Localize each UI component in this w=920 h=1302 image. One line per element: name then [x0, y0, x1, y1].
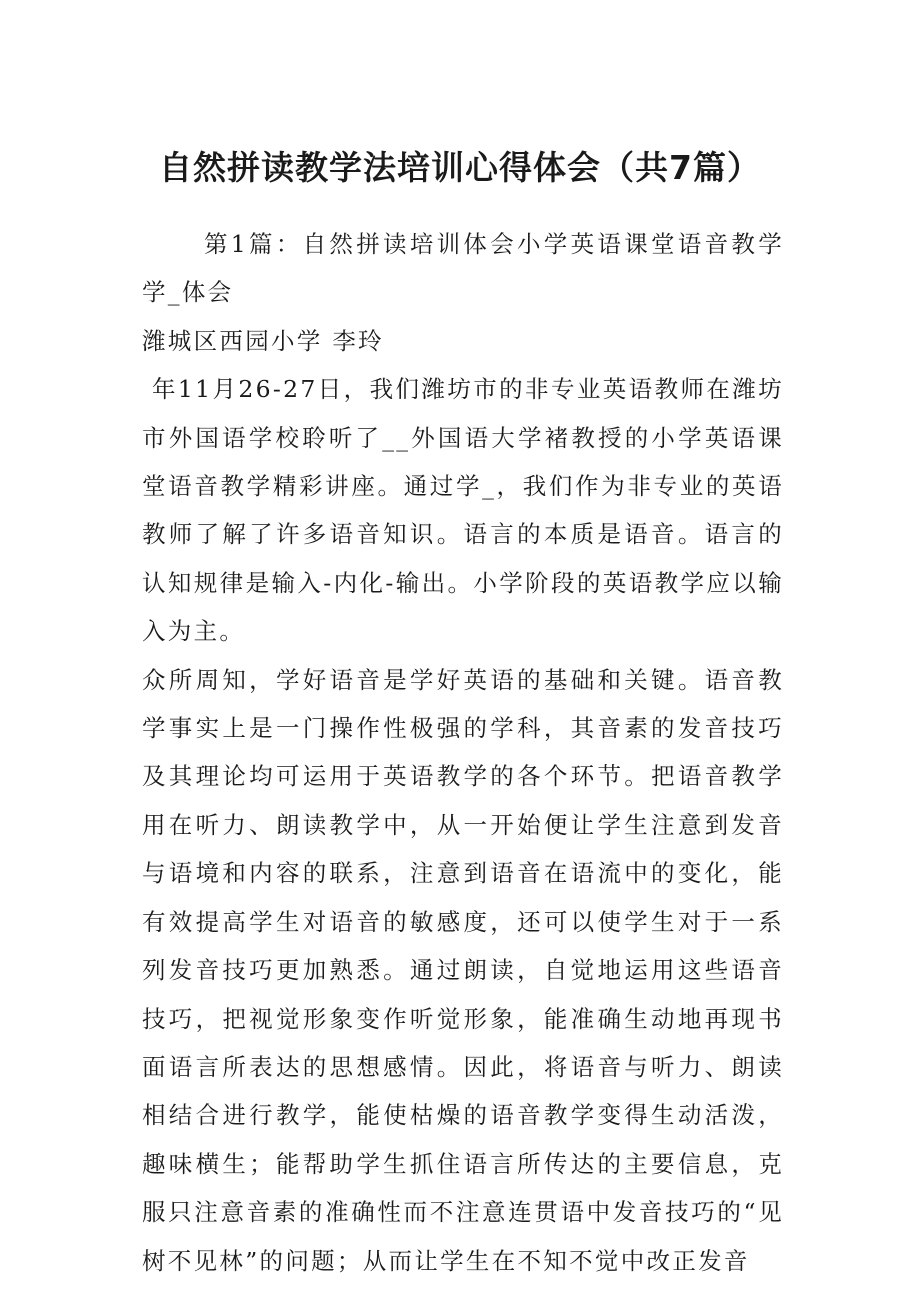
document-body: [142, 220, 784, 1285]
document-title: 自然拼读教学法培训心得体会（共7篇）: [159, 148, 761, 187]
body-paragraph-intro: 年11月26-27日，我们潍坊市的非专业英语教师在潍坊市外国语学校聆听了__外国语大学褚教授的小学英语课堂语音教学精彩讲座。通过学_，我们作为非专业的英语教师了解了许多语音知识。语言的本质是语音。语言的认知规律是输入-内化-输出。小学阶段的英语教学应以输入为主。: [142, 375, 784, 646]
body-paragraph-main: 众所周知，学好语音是学好英语的基础和关键。语音教学事实上是一门操作性极强的学科，其音素的发音技巧及其理论均可运用于英语教学的各个环节。把语音教学用在听力、朗读教学中，从一开始便让学生注意到发音与语境和内容的联系，注意到语音在语流中的变化，能有效提高学生对语音的敏感度，还可以使学生对于一系列发音技巧更加熟悉。通过朗读，自觉地运用这些语音技巧，把视觉形象变作听觉形象，能准确生动地再现书面语言所表达的思想感情。因此，将语音与听力、朗读相结合进行教学，能使枯燥的语音教学变得生动活泼，趣味横生；能帮助学生抓住语言所传达的主要信息，克服只注意音素的准确性而不注意连贯语中发音技巧的“见树不见林”的问题；从而让学生在不知不觉中改正发音: [142, 665, 784, 1275]
article-heading: 第1篇：自然拼读培训体会小学英语课堂语音教学学_体会: [142, 230, 784, 307]
author-line: 潍城区西园小学 李玲: [142, 326, 384, 355]
